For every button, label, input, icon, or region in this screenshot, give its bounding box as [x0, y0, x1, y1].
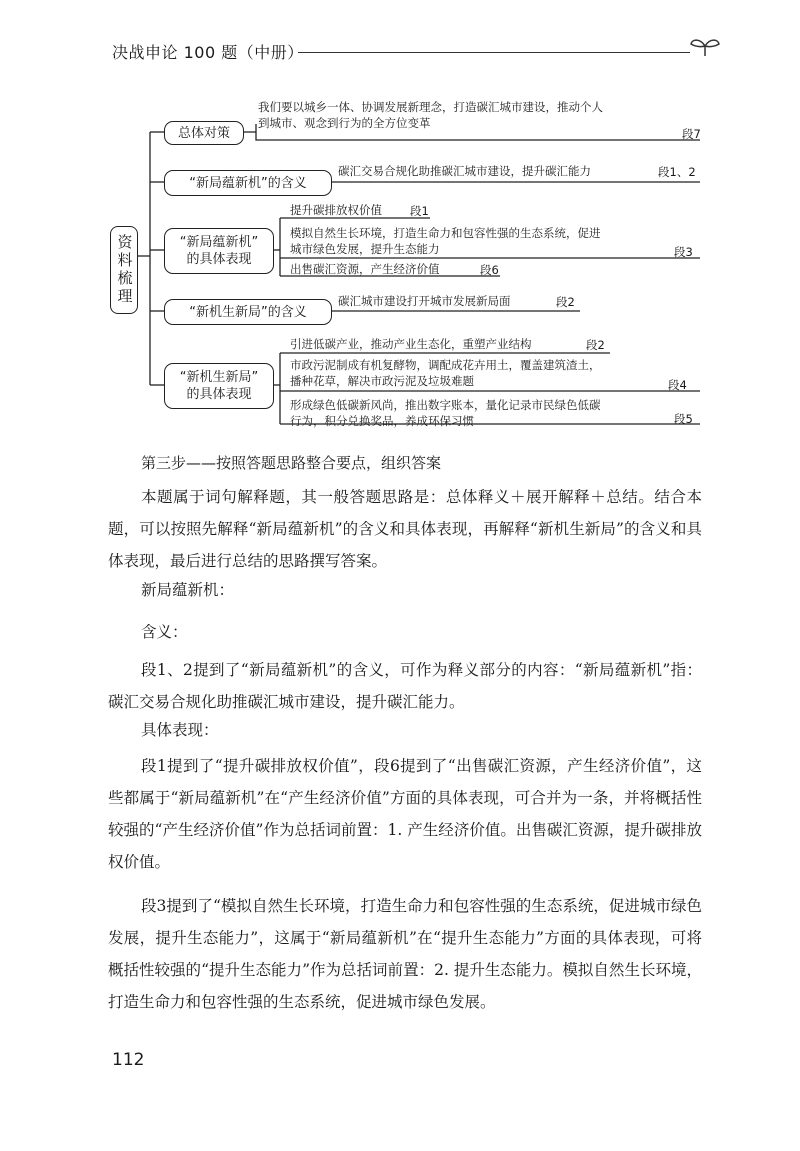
- segment-ref: 段3: [674, 245, 693, 259]
- segment-ref: 段2: [586, 338, 605, 352]
- body-paragraph: 段1提到了“提升碳排放权价值”，段6提到了“出售碳汇资源，产生经济价值”，这些都属于“新局蕴新机”在“产生经济价值”方面的具体表现，可合并为一条，并将概括性较强的“产生经济价值”作为总括词前置：1. 产生经济价值。出售碳汇资源，提升碳排放权价值。: [108, 757, 702, 871]
- node-new-opportunity-examples: [164, 363, 274, 409]
- leaf-text: 碳汇交易合规化助推碳汇城市建设，提升碳汇能力: [338, 164, 591, 178]
- leaf-text: 引进低碳产业，推动产业生态化，重塑产业结构: [290, 337, 532, 351]
- leaf-text: 市政污泥制成有机复酵物，调配成花卉用土，覆盖建筑渣土，: [290, 358, 601, 372]
- node-overall-strategy: [164, 121, 244, 145]
- body-paragraph: 段1、2提到了“新局蕴新机”的含义，可作为释义部分的内容：“新局蕴新机”指：碳汇交易合规化助推碳汇城市建设，提升碳汇能力。: [108, 661, 702, 711]
- node-label: 总体对策: [177, 125, 230, 141]
- segment-ref: 段4: [668, 378, 687, 392]
- node-label-line: “新局蕴新机”: [179, 235, 259, 250]
- node-label: “新机生新局”的含义: [189, 304, 307, 320]
- section-label: 新局蕴新机：: [141, 581, 235, 599]
- leaf-text: 提升碳排放权价值: [290, 203, 382, 217]
- node-label-line: “新机生新局”: [179, 370, 259, 385]
- leaf-text: 出售碳汇资源，产生经济价值: [290, 262, 440, 276]
- section-label: 具体表现：: [141, 721, 219, 739]
- node-label: “新局蕴新机”的含义: [189, 175, 307, 191]
- segment-ref: 段1、2: [658, 165, 696, 179]
- node-label-line: 的具体表现: [186, 252, 252, 267]
- body-paragraph: 段3提到了“模拟自然生长环境，打造生命力和包容性强的生态系统，促进城市绿色发展，提升生态能力”，这属于“新局蕴新机”在“提升生态能力”方面的具体表现，可将概括性较强的“提升生态能力”作为总括词前置：2. 提升生态能力。模拟自然生长环境，打造生命力和包容性强的生态系统，促进城市绿色发展。: [108, 897, 702, 1011]
- leaf-text: 播种花草，解决市政污泥及垃圾难题: [290, 374, 474, 388]
- leaf-text: 我们要以城乡一体、协调发展新理念，打造碳汇城市建设，推动个人: [258, 100, 603, 114]
- leaf-text: 碳汇城市建设打开城市发展新局面: [338, 294, 511, 308]
- segment-ref: 段6: [480, 263, 499, 277]
- leaf-text: 到城市、观念到行为的全方位变革: [258, 116, 431, 130]
- node-label-line: 的具体表现: [186, 387, 252, 402]
- mindmap-root: [110, 226, 138, 314]
- leaf-text: 城市绿色发展，提升生态能力: [290, 242, 440, 256]
- node-new-situation-examples: [164, 228, 274, 274]
- node-new-opportunity-meaning: [164, 299, 332, 325]
- leaf-text: 模拟自然生长环境，打造生命力和包容性强的生态系统，促进: [290, 226, 601, 240]
- step-heading: 第三步——按照答题思路整合要点，组织答案: [141, 454, 442, 472]
- leaf-text: 形成绿色低碳新风尚，推出数字账本，量化记录市民绿色低碳: [290, 398, 601, 412]
- leaf-text: 行为，积分兑换奖品，养成环保习惯: [290, 414, 474, 428]
- segment-ref: 段5: [674, 412, 693, 426]
- segment-ref: 段1: [410, 204, 429, 218]
- mindmap-root-label: 资料梳理: [115, 234, 134, 306]
- node-new-situation-meaning: [164, 170, 332, 196]
- running-header: 决战申论 100 题（中册）: [112, 43, 304, 62]
- intro-paragraph: 本题属于词句解释题，其一般答题思路是：总体释义＋展开解释＋总结。结合本题，可以按照先解释“新局蕴新机”的含义和具体表现，再解释“新机生新局”的含义和具体表现，最后进行总结的思路撰写答案。: [108, 488, 702, 570]
- segment-ref: 段7: [682, 127, 701, 141]
- section-label: 含义：: [141, 623, 188, 641]
- page-number: 112: [112, 1050, 145, 1070]
- segment-ref: 段2: [556, 295, 575, 309]
